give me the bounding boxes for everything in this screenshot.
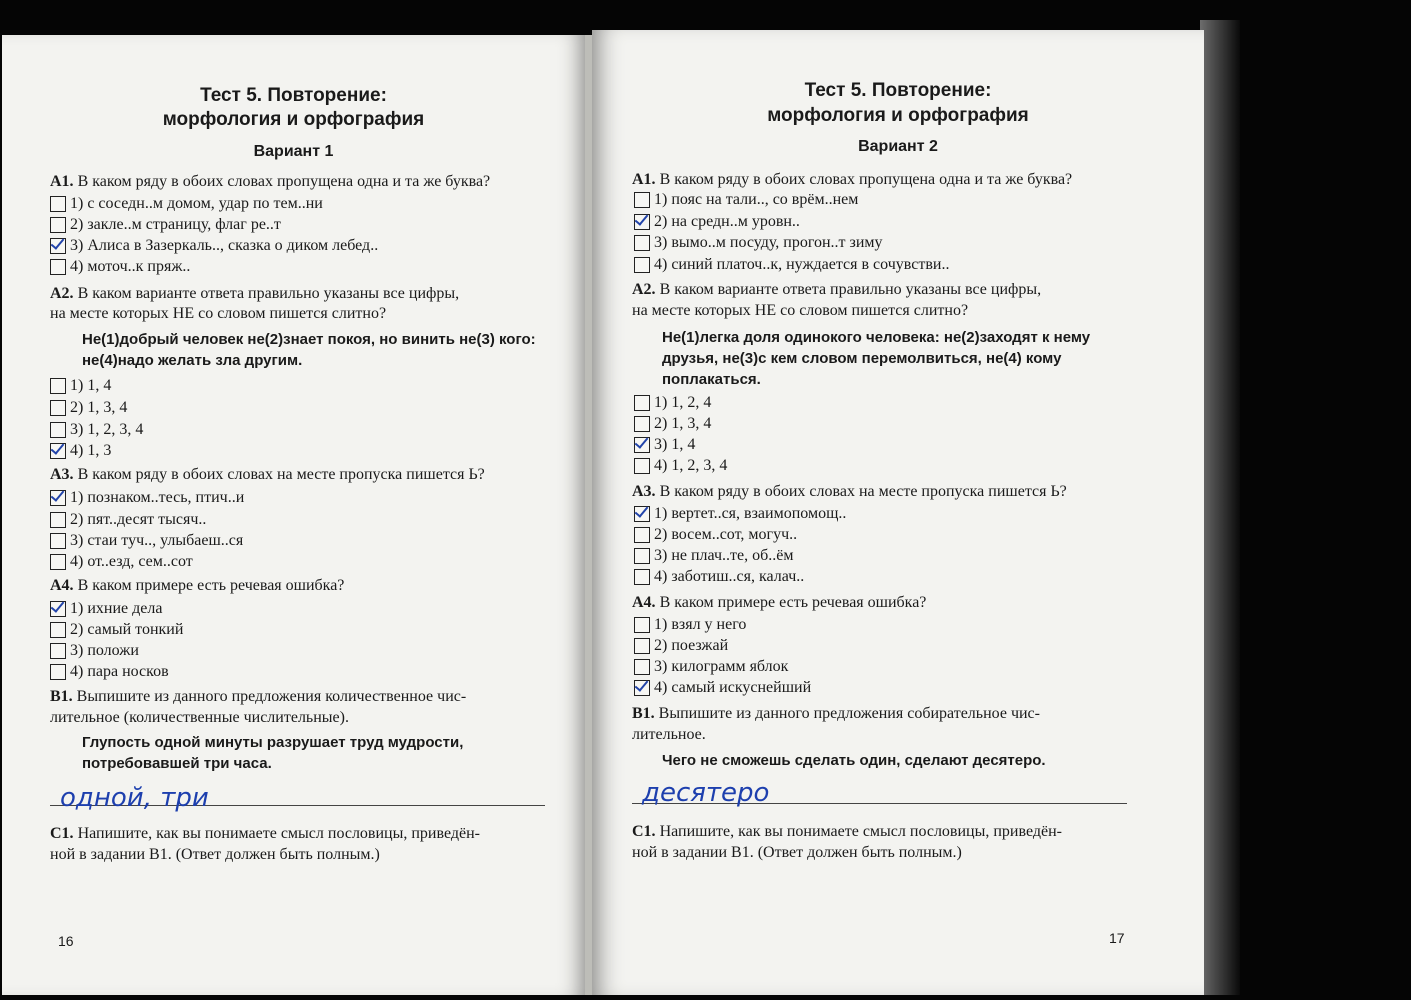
question-c1-line2: ной в задании В1. (Ответ должен быть полным.) (632, 844, 962, 861)
option-a3-1[interactable]: 1) вертет..ся, взаимопомощ.. (634, 505, 846, 523)
a2-sentence: Не(1)легка доля одинокого человека: не(2)заходят к нему друзья, не(3)с кем словом перемолвиться, не(4) кому поплакаться. (662, 329, 1091, 388)
option-a4-2[interactable]: 2) поезжай (634, 637, 728, 655)
checkbox[interactable] (634, 638, 650, 654)
question-a1: А1. В каком ряду в обоих словах пропущена одна и та же буква? (632, 171, 1073, 188)
checkbox[interactable] (634, 527, 650, 543)
b1-sentence: Глупость одной минуты разрушает труд мудрости, потребовавшей три часа. (82, 734, 464, 772)
checkbox-checked[interactable] (634, 437, 650, 453)
checkbox[interactable] (50, 512, 66, 528)
right-page (592, 30, 1204, 995)
option-a3-1[interactable]: 1) познаком..тесь, птич..и (50, 489, 244, 507)
option-a1-2[interactable]: 2) на средн..м уровн.. (634, 213, 800, 231)
checkbox[interactable] (50, 217, 66, 233)
question-a1: А1. В каком ряду в обоих словах пропущена одна и та же буква? (50, 173, 491, 190)
option-a4-3[interactable]: 3) положи (50, 642, 139, 660)
handwritten-answer[interactable]: одной, три (60, 783, 209, 813)
checkbox[interactable] (50, 422, 66, 438)
checkbox[interactable] (634, 192, 650, 208)
checkbox[interactable] (634, 257, 650, 273)
checkbox[interactable] (634, 235, 650, 251)
question-c1-line1: С1. Напишите, как вы понимаете смысл пословицы, приведён- (50, 825, 480, 842)
checkbox[interactable] (634, 548, 650, 564)
page-number: 17 (1109, 930, 1125, 946)
checkbox[interactable] (50, 664, 66, 680)
question-b1-line1: В1. Выпишите из данного предложения собирательное чис- (632, 705, 1040, 722)
question-b1-line1: В1. Выпишите из данного предложения количественное чис- (50, 688, 467, 705)
option-a2-3[interactable]: 3) 1, 4 (634, 436, 695, 454)
option-a4-2[interactable]: 2) самый тонкий (50, 621, 183, 639)
question-a2-line1: А2. В каком варианте ответа правильно указаны все цифры, (50, 285, 460, 302)
b1-sentence: Чего не сможешь сделать один, сделают десятеро. (662, 752, 1046, 769)
option-a1-4[interactable]: 4) моточ..к пряж.. (50, 258, 190, 276)
option-a1-3[interactable]: 3) Алиса в Зазеркаль.., сказка о диком лебед.. (50, 237, 378, 255)
option-a1-1[interactable]: 1) с соседн..м домом, удар по тем..ни (50, 195, 323, 213)
option-a2-2[interactable]: 2) 1, 3, 4 (50, 399, 127, 417)
option-a3-4[interactable]: 4) заботиш..ся, калач.. (634, 568, 804, 586)
question-a2-line1: А2. В каком варианте ответа правильно указаны все цифры, (632, 281, 1042, 298)
checkbox[interactable] (50, 378, 66, 394)
checkbox-checked[interactable] (634, 680, 650, 696)
option-a4-1[interactable]: 1) ихние дела (50, 600, 162, 618)
checkbox-checked[interactable] (50, 238, 66, 254)
question-b1-line2: лительное (количественные числительные). (50, 709, 349, 726)
question-a4: А4. В каком примере есть речевая ошибка? (632, 594, 927, 611)
question-a2-line2: на месте которых НЕ со словом пишется слитно? (632, 302, 969, 319)
question-a3: А3. В каком ряду в обоих словах на месте пропуска пишется Ь? (632, 483, 1067, 500)
option-a3-2[interactable]: 2) восем..сот, могуч.. (634, 526, 797, 544)
left-page (2, 35, 585, 995)
question-a2-line2: на месте которых НЕ со словом пишется слитно? (50, 305, 387, 322)
page-number: 16 (58, 933, 74, 949)
option-a2-3[interactable]: 3) 1, 2, 3, 4 (50, 421, 143, 439)
checkbox-checked[interactable] (634, 506, 650, 522)
checkbox[interactable] (634, 617, 650, 633)
option-a3-3[interactable]: 3) стаи туч.., улыбаеш..ся (50, 532, 243, 550)
checkbox-checked[interactable] (634, 214, 650, 230)
option-a1-2[interactable]: 2) закле..м страницу, флаг ре..т (50, 216, 281, 234)
checkbox[interactable] (50, 196, 66, 212)
test-title-line2: морфология и орфография (162, 109, 425, 130)
option-a2-1[interactable]: 1) 1, 4 (50, 377, 111, 395)
test-title-line2: морфология и орфография (767, 105, 1029, 126)
checkbox[interactable] (50, 643, 66, 659)
checkbox[interactable] (634, 569, 650, 585)
option-a4-4[interactable]: 4) пара носков (50, 663, 169, 681)
option-a2-4[interactable]: 4) 1, 3 (50, 442, 111, 460)
checkbox[interactable] (50, 259, 66, 275)
checkbox[interactable] (634, 458, 650, 474)
option-a4-4[interactable]: 4) самый искуснейший (634, 679, 811, 697)
option-a4-1[interactable]: 1) взял у него (634, 616, 746, 634)
option-a1-4[interactable]: 4) синий платоч..к, нуждается в сочувстви.. (634, 256, 949, 274)
checkbox[interactable] (50, 533, 66, 549)
checkbox[interactable] (50, 400, 66, 416)
checkbox[interactable] (634, 395, 650, 411)
option-a3-4[interactable]: 4) от..езд, сем..сот (50, 553, 193, 571)
option-a3-3[interactable]: 3) не плач..те, об..ём (634, 547, 794, 565)
scan-edge-shadow (1200, 20, 1240, 995)
variant-label: Вариант 1 (253, 143, 334, 160)
test-title-line1: Тест 5. Повторение: (200, 85, 387, 106)
handwritten-answer[interactable]: десятеро (642, 778, 770, 808)
question-a3: А3. В каком ряду в обоих словах на месте пропуска пишется Ь? (50, 466, 485, 483)
option-a1-1[interactable]: 1) пояс на тали.., со врём..нем (634, 191, 858, 209)
a2-sentence: Не(1)добрый человек не(2)знает покоя, но винить не(3) кого: не(4)надо желать зла другим. (82, 331, 536, 369)
checkbox[interactable] (634, 416, 650, 432)
checkbox[interactable] (50, 554, 66, 570)
option-a3-2[interactable]: 2) пят..десят тысяч.. (50, 511, 206, 529)
option-a2-1[interactable]: 1) 1, 2, 4 (634, 394, 711, 412)
checkbox[interactable] (634, 659, 650, 675)
checkbox-checked[interactable] (50, 490, 66, 506)
question-c1-line2: ной в задании В1. (Ответ должен быть полным.) (50, 846, 380, 863)
checkbox-checked[interactable] (50, 601, 66, 617)
option-a2-2[interactable]: 2) 1, 3, 4 (634, 415, 711, 433)
checkbox-checked[interactable] (50, 443, 66, 459)
question-a4: А4. В каком примере есть речевая ошибка? (50, 577, 345, 594)
test-title-line1: Тест 5. Повторение: (804, 80, 992, 101)
variant-label: Вариант 2 (858, 138, 938, 155)
book-spine (585, 35, 592, 995)
checkbox[interactable] (50, 622, 66, 638)
option-a1-3[interactable]: 3) вымо..м посуду, прогон..т зиму (634, 234, 883, 252)
question-c1-line1: С1. Напишите, как вы понимаете смысл пословицы, приведён- (632, 823, 1062, 840)
question-b1-line2: лительное. (632, 726, 706, 743)
option-a4-3[interactable]: 3) килограмм яблок (634, 658, 788, 676)
option-a2-4[interactable]: 4) 1, 2, 3, 4 (634, 457, 727, 475)
